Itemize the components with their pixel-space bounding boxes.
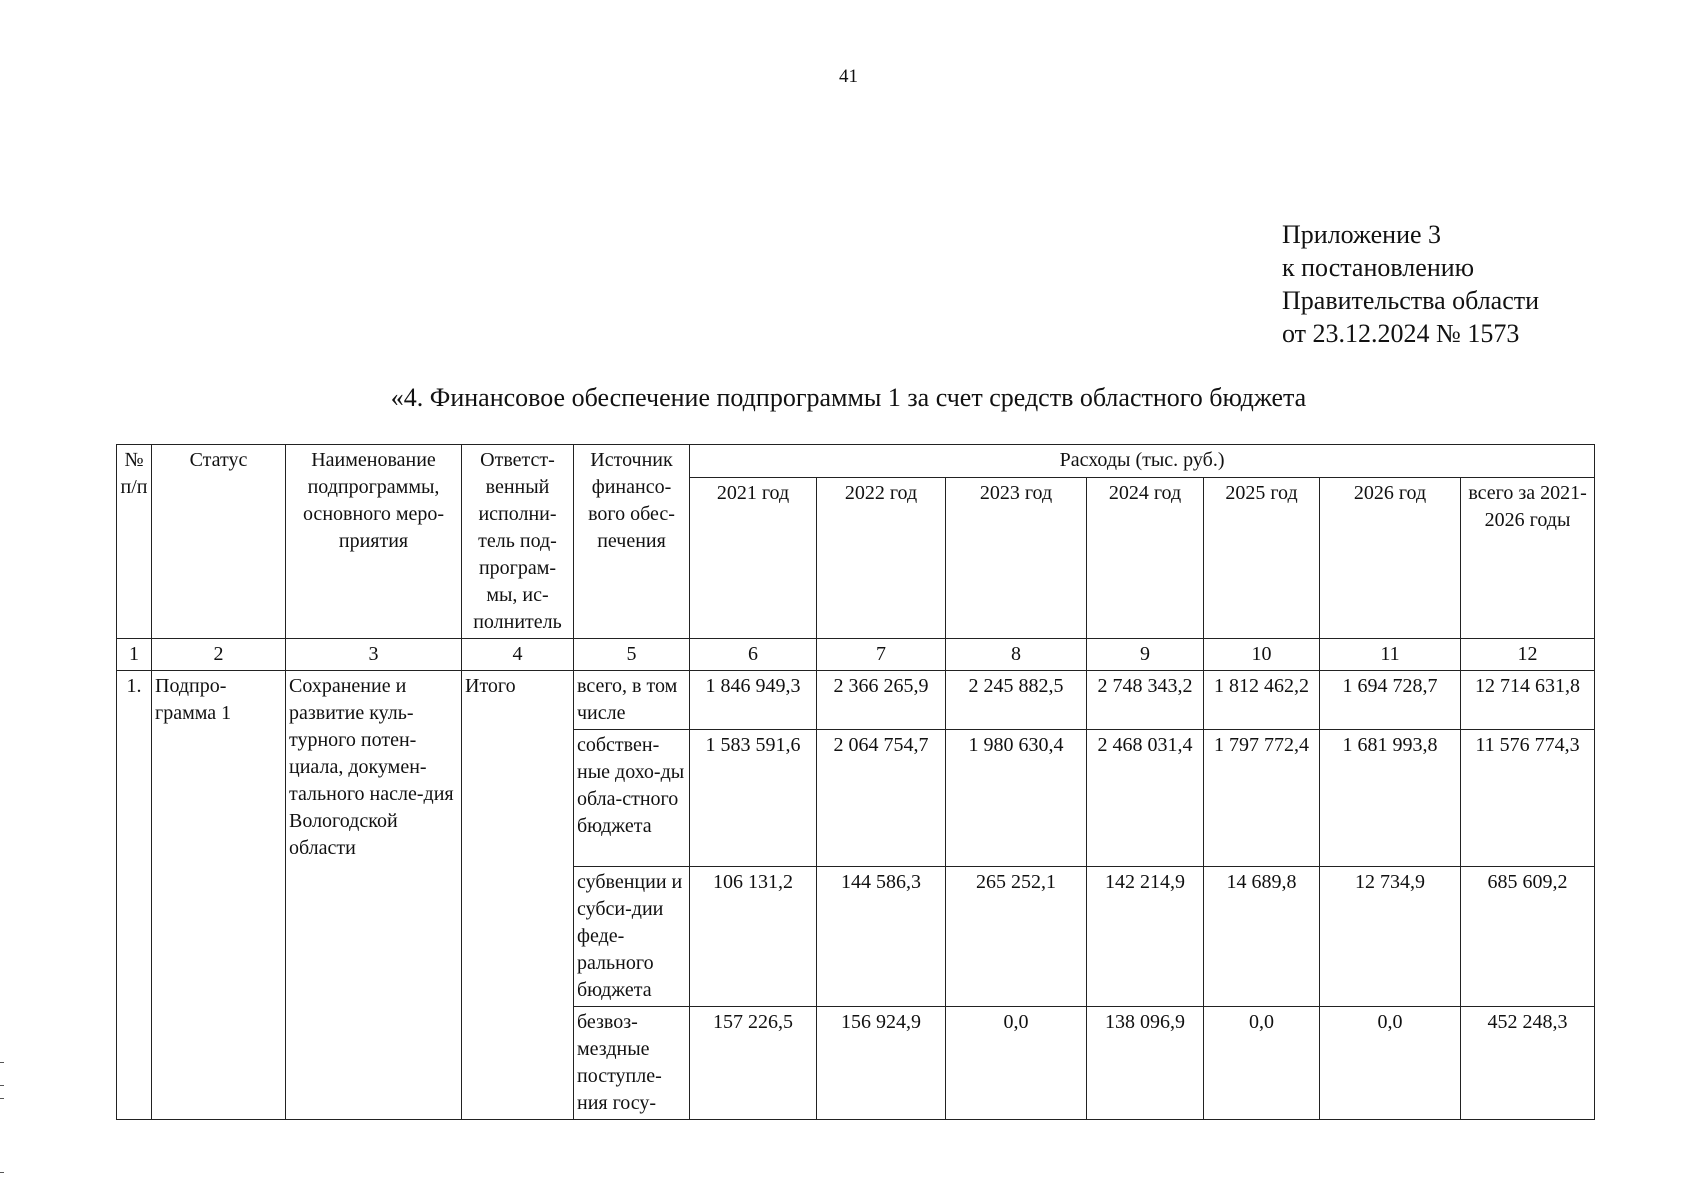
value-cell: 2 748 343,2 — [1087, 671, 1204, 730]
financing-table — [116, 444, 1595, 1120]
appendix-line: от 23.12.2024 № 1573 — [1282, 319, 1520, 348]
value-cell: 144 586,3 — [817, 867, 946, 1007]
value-cell: 1 681 993,8 — [1320, 730, 1461, 867]
column-number: 7 — [817, 639, 946, 671]
section-title: «4. Финансовое обеспечение подпрограммы 1 за счет средств областного бюджета — [390, 383, 1307, 412]
column-number: 9 — [1087, 639, 1204, 671]
value-cell: 685 609,2 — [1461, 867, 1595, 1007]
header-year: 2022 год — [817, 478, 946, 639]
source-label: безвоз-мездные поступле-ния госу- — [574, 1007, 690, 1120]
column-number: 12 — [1461, 639, 1595, 671]
row-executor: Итого — [462, 671, 574, 1120]
row-number: 1. — [117, 671, 152, 1120]
header-num: № п/п — [117, 445, 152, 639]
header-total: всего за 2021-2026 годы — [1461, 478, 1595, 639]
value-cell: 1 846 949,3 — [690, 671, 817, 730]
appendix-line: к постановлению — [1282, 253, 1475, 282]
value-cell: 157 226,5 — [690, 1007, 817, 1120]
value-cell: 2 245 882,5 — [946, 671, 1087, 730]
column-number: 3 — [286, 639, 462, 671]
value-cell: 0,0 — [946, 1007, 1087, 1120]
value-cell: 106 131,2 — [690, 867, 817, 1007]
column-number: 11 — [1320, 639, 1461, 671]
header-year: 2025 год — [1204, 478, 1320, 639]
column-number: 10 — [1204, 639, 1320, 671]
value-cell: 1 980 630,4 — [946, 730, 1087, 867]
value-cell: 1 797 772,4 — [1204, 730, 1320, 867]
header-source: Источник финансо-вого обес-печения — [574, 445, 690, 639]
header-status: Статус — [152, 445, 286, 639]
value-cell: 1 583 591,6 — [690, 730, 817, 867]
column-number: 6 — [690, 639, 817, 671]
header-name: Наименование подпрограммы, основного меро-приятия — [286, 445, 462, 639]
value-cell: 2 064 754,7 — [817, 730, 946, 867]
page-number: 41 — [839, 66, 858, 87]
scan-edge-mark — [0, 1085, 4, 1086]
header-year: 2021 год — [690, 478, 817, 639]
value-cell: 1 812 462,2 — [1204, 671, 1320, 730]
value-cell: 138 096,9 — [1087, 1007, 1204, 1120]
row-status: Подпро-грамма 1 — [152, 671, 286, 1120]
header-executor: Ответст-венный исполни-тель под-програм-мы, ис-полнитель — [462, 445, 574, 639]
appendix-line: Приложение 3 — [1282, 220, 1442, 249]
value-cell: 0,0 — [1204, 1007, 1320, 1120]
source-label: собствен-ные дохо-ды обла-стного бюджета — [574, 730, 690, 867]
header-expenses: Расходы (тыс. руб.) — [690, 445, 1595, 478]
value-cell: 452 248,3 — [1461, 1007, 1595, 1120]
value-cell: 2 468 031,4 — [1087, 730, 1204, 867]
value-cell: 0,0 — [1320, 1007, 1461, 1120]
source-label: всего, в том числе — [574, 671, 690, 730]
column-number: 4 — [462, 639, 574, 671]
value-cell: 2 366 265,9 — [817, 671, 946, 730]
header-year: 2023 год — [946, 478, 1087, 639]
appendix-line: Правительства области — [1282, 286, 1540, 315]
value-cell: 265 252,1 — [946, 867, 1087, 1007]
column-number: 8 — [946, 639, 1087, 671]
appendix-reference — [1282, 218, 1539, 350]
scan-edge-mark — [0, 1098, 4, 1099]
header-year: 2026 год — [1320, 478, 1461, 639]
source-label: субвенции и субси-дии феде-рального бюджета — [574, 867, 690, 1007]
value-cell: 1 694 728,7 — [1320, 671, 1461, 730]
column-number: 5 — [574, 639, 690, 671]
value-cell: 156 924,9 — [817, 1007, 946, 1120]
value-cell: 14 689,8 — [1204, 867, 1320, 1007]
value-cell: 11 576 774,3 — [1461, 730, 1595, 867]
row-name: Сохранение и развитие куль-турного потен-циала, докумен-тального насле-дия Вологодской области — [286, 671, 462, 1120]
scan-edge-mark — [0, 1172, 4, 1173]
column-number: 1 — [117, 639, 152, 671]
scan-edge-mark — [0, 1062, 4, 1063]
value-cell: 12 734,9 — [1320, 867, 1461, 1007]
value-cell: 142 214,9 — [1087, 867, 1204, 1007]
header-year: 2024 год — [1087, 478, 1204, 639]
value-cell: 12 714 631,8 — [1461, 671, 1595, 730]
column-number: 2 — [152, 639, 286, 671]
